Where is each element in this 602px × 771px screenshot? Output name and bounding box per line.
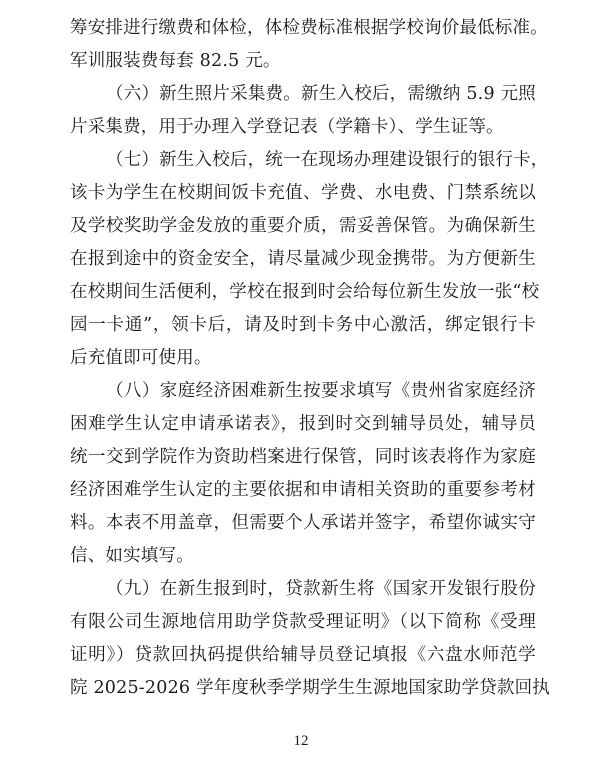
text-line: 筹安排进行缴费和体检，体检费标准根据学校询价最低标准。 — [70, 18, 548, 38]
paragraph-eight-heading-line: （八）家庭经济困难新生按要求填写《贵州省家庭经济 — [106, 381, 536, 401]
text-line: 信、如实填写。 — [70, 546, 194, 566]
text-line: 统一交到学院作为资助档案进行保管，同时该表将作为家庭 — [70, 447, 536, 467]
text-line: 在报到途中的资金安全，请尽量减少现金携带。为方便新生 — [70, 249, 536, 269]
text-line: 园一卡通”，领卡后，请及时到卡务中心激活，绑定银行卡 — [70, 315, 536, 335]
text-line: 证明》）贷款回执码提供给辅导员登记填报《六盘水师范学 — [70, 645, 536, 665]
text-line: 有限公司生源地信用助学贷款受理证明》（以下简称《受理 — [70, 612, 536, 632]
text-line: 片采集费，用于办理入学登记表（学籍卡）、学生证等。 — [70, 117, 504, 137]
text-line: 后充值即可使用。 — [70, 348, 212, 368]
document-page — [70, 12, 551, 705]
text-line: 军训服装费每套 82.5 元。 — [70, 51, 281, 71]
paragraph-seven-heading-line: （七）新生入校后，统一在现场办理建设银行的银行卡， — [106, 150, 549, 170]
text-line: 及学校奖助学金发放的重要介质，需妥善保管。为确保新生 — [70, 216, 536, 236]
text-line: 料。本表不用盖章，但需要个人承诺并签字，希望你诚实守 — [70, 513, 536, 533]
text-line: 院 2025-2026 学年度秋季学期学生生源地国家助学贷款回执 — [70, 678, 551, 698]
text-line: 该卡为学生在校期间饭卡充值、学费、水电费、门禁系统以 — [70, 183, 536, 203]
text-line: 困难学生认定申请承诺表》，报到时交到辅导员处，辅导员 — [70, 414, 536, 434]
page-number: 12 — [293, 733, 309, 749]
paragraph-nine-heading-line: （九）在新生报到时，贷款新生将《国家开发银行股份 — [106, 579, 536, 599]
text-line: 在校期间生活便利，学校在报到时会给每位新生发放一张“校 — [70, 282, 540, 302]
paragraph-six-heading-line: （六）新生照片采集费。新生入校后，需缴纳 5.9 元照 — [106, 84, 536, 104]
text-line: 经济困难学生认定的主要依据和申请相关资助的重要参考材 — [70, 480, 536, 500]
